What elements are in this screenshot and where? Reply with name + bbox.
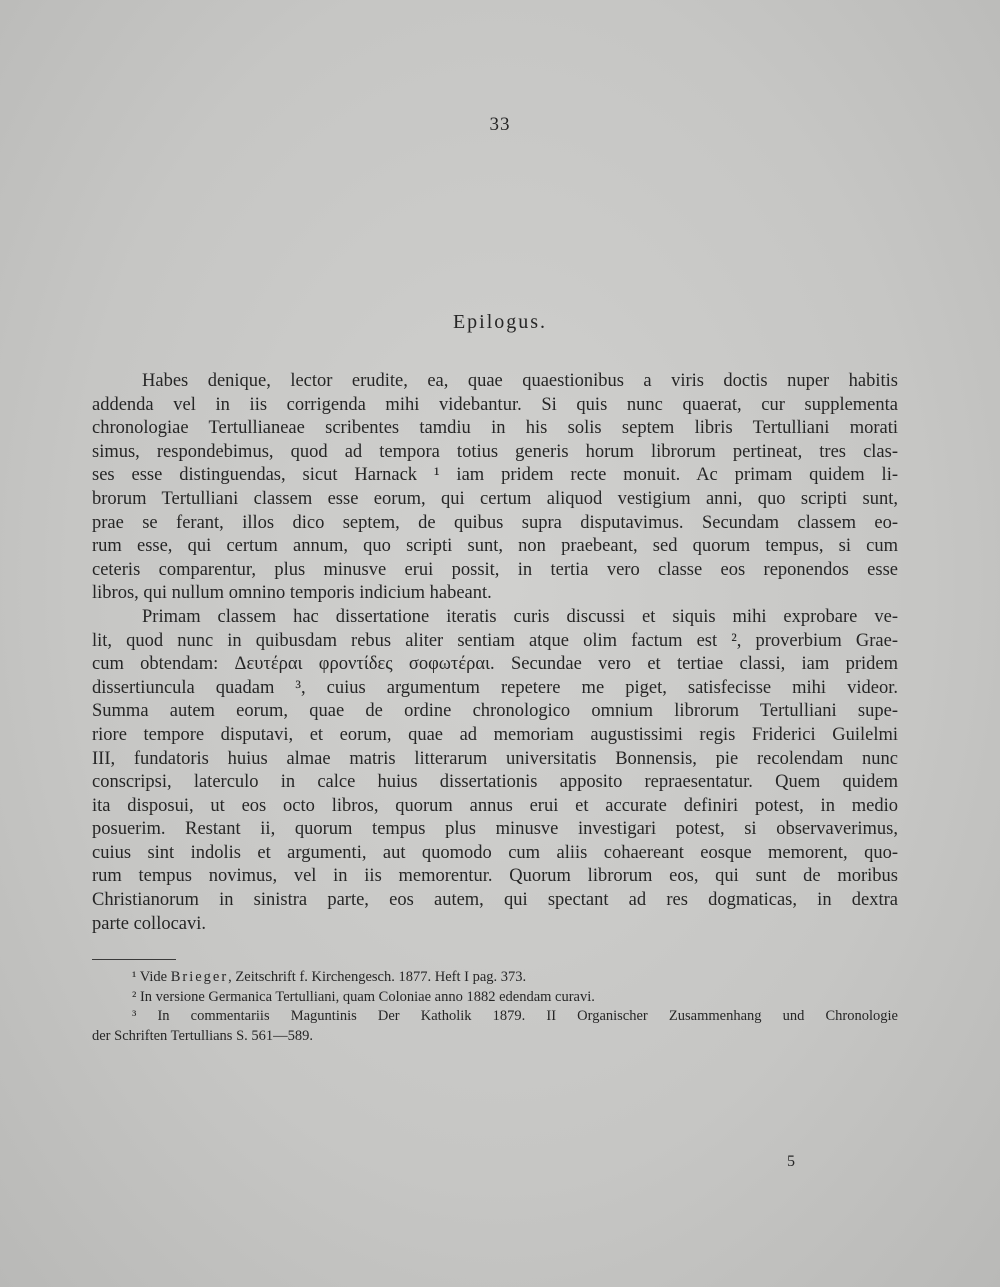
text-line: brorum Tertulliani classem esse eorum, qui certum aliquod vestigium anni, quo scripti sunt, xyxy=(92,488,898,509)
text-line: parte collocavi. xyxy=(92,913,207,934)
footnote-3-continuation: der Schriften Tertullians S. 561—589. xyxy=(92,1027,314,1044)
text-line: rum esse, qui certum annum, quo scripti sunt, non praebeant, sed quorum tempus, si cum xyxy=(92,536,898,557)
section-heading: Epilogus. xyxy=(452,311,548,333)
text-line: Christianorum in sinistra parte, eos autem, qui spectant ad res dogmaticas, in dextra xyxy=(92,890,898,911)
text-line: addenda vel in iis corrigenda mihi videbantur. Si quis nunc quaerat, cur supplementa xyxy=(92,394,898,415)
signature-mark: 5 xyxy=(787,1153,795,1170)
body-text xyxy=(92,370,898,936)
footnote-text: , Zeitschrift f. Kirchengesch. 1877. Heft I pag. 373. xyxy=(228,969,527,985)
text-line: Summa autem eorum, quae de ordine chronologico omnium librorum Tertulliani supe- xyxy=(92,701,898,722)
text-line: dissertiuncula quadam ³, cuius argumentum repetere me piget, satisfecisse mihi videor. xyxy=(92,677,898,698)
text-line: ita disposui, ut eos octo libros, quorum annus erui et accurate definiri potest, in medio xyxy=(92,795,898,816)
text-line: III, fundatoris huius almae matris litterarum universitatis Bonnensis, pie recolendam nunc xyxy=(92,748,898,769)
text-line: Primam classem hac dissertatione iteratis curis discussi et siquis mihi exprobare ve- xyxy=(142,606,898,627)
footnote-text: Vide xyxy=(139,969,168,985)
text-line: cum obtendam: Δευτέραι φροντίδες σοφωτέραι. Secundae vero et tertiae classi, iam pridem xyxy=(92,654,898,675)
text-line: prae se ferant, illos dico septem, de quibus supra disputavimus. Secundam classem eo- xyxy=(92,512,898,533)
footnote-author: Brieger xyxy=(170,969,229,985)
text-line: ceteris comparentur, plus minusve erui possit, in tertia vero classe eos reponendos esse xyxy=(92,559,898,580)
text-line: libros, qui nullum omnino temporis indicium habeant. xyxy=(92,583,492,604)
text-line: chronologiae Tertullianeae scribentes tamdiu in his solis septem libris Tertulliani morati xyxy=(92,418,898,439)
text-line: ses esse distinguendas, sicut Harnack ¹ iam pridem recte monuit. Ac primam quidem li- xyxy=(92,465,898,486)
text-line: lit, quod nunc in quibusdam rebus aliter sentiam atque olim factum est ², proverbium Grae- xyxy=(92,630,898,651)
footnote-1 xyxy=(92,968,898,988)
footnote-divider xyxy=(92,959,176,960)
footnote-marker: ¹ xyxy=(132,969,137,985)
text-line: simus, respondebimus, quod ad tempora totius generis horum librorum pertineat, tres clas- xyxy=(92,441,898,462)
footnote-2: ² In versione Germanica Tertulliani, quam Coloniae anno 1882 edendam curavi. xyxy=(132,988,595,1005)
footnotes xyxy=(92,968,898,1046)
text-line: rum tempus novimus, vel in iis memorentur. Quorum librorum eos, qui sunt de moribus xyxy=(92,866,898,887)
text-line: posuerim. Restant ii, quorum tempus plus minusve investigari potest, si observaverimus, xyxy=(92,819,898,840)
text-line: riore tempore disputavi, et eorum, quae ad memoriam augustissimi regis Friderici Guilelmi xyxy=(92,724,898,745)
text-line: conscripsi, laterculo in calce huius dissertationis apposito repraesentatur. Quem quidem xyxy=(92,772,898,793)
page-number: 33 xyxy=(489,114,511,135)
text-line: Habes denique, lector erudite, ea, quae quaestionibus a viris doctis nuper habitis xyxy=(142,371,898,391)
text-line: cuius sint indolis et argumenti, aut quomodo cum aliis cohaereant eosque memorent, quo- xyxy=(92,842,898,863)
footnote-3: ³ In commentariis Maguntinis Der Katholik 1879. II Organischer Zusammenhang und Chronologie xyxy=(132,1008,898,1024)
